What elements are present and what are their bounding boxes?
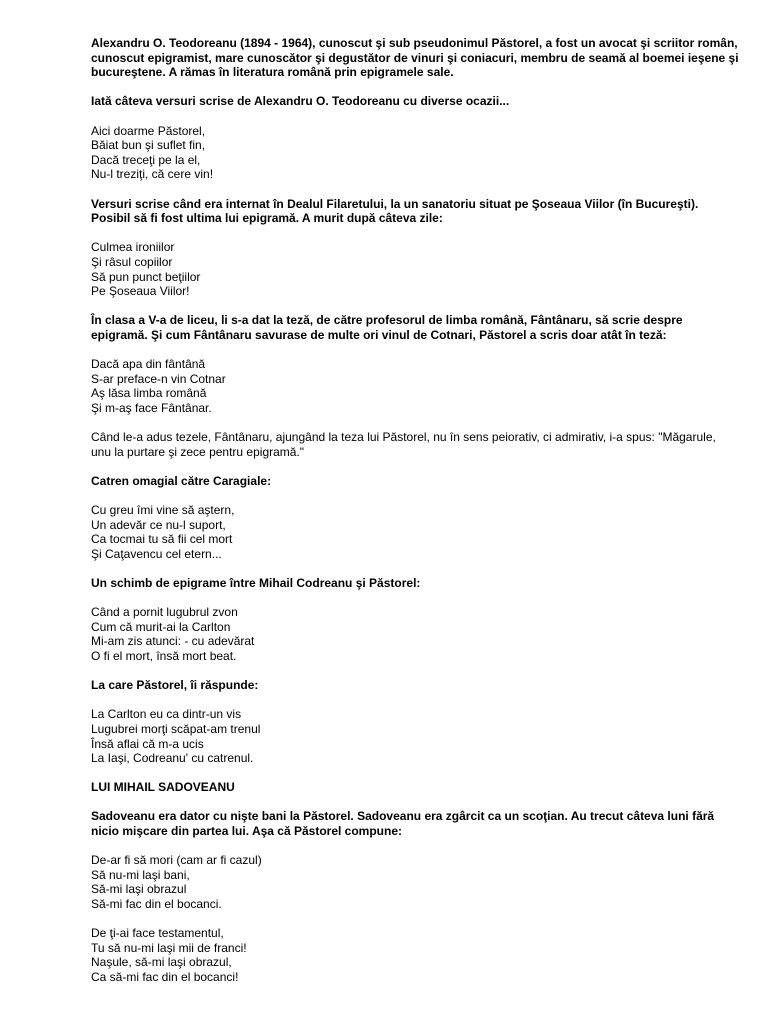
verse-line: De ţi-ai face testamentul,	[91, 926, 224, 941]
section-heading: Versuri scrise când era internat în Dealul Filaretului, la un sanatoriu situat pe Şoseaua Viilor (în Bucureşti). Posibil să fi fost ultima lui epigramă. A murit după câteva zile:	[91, 196, 699, 226]
verse-line: Un adevăr ce nu-l suport,	[91, 517, 226, 532]
epigram-verse	[91, 503, 739, 561]
verse-line: O fi el mort, însă mort beat.	[91, 648, 237, 663]
section-heading: Un schimb de epigrame între Mihail Codreanu şi Păstorel:	[91, 575, 421, 590]
anecdote-paragraph: Când le-a adus tezele, Fântânaru, ajungând la teza lui Păstorel, nu în sens peiorativ, ci admirativ, i-a spus: "Măgarule, unu la purtare şi zece pentru epigramă."	[91, 430, 716, 459]
verse-line: Aici doarme Păstorel,	[91, 123, 206, 138]
section-heading: Catren omagial către Caragiale:	[91, 473, 272, 488]
verse-line: Ca tocmai tu să fii cel mort	[91, 532, 233, 547]
verse-line: Când a pornit lugubrul zvon	[91, 605, 238, 620]
epigram-verse	[91, 853, 739, 911]
verse-line: Şi m-aş face Fântânar.	[91, 400, 212, 415]
verse-line: Să-mi fac din el bocanci.	[91, 897, 222, 912]
verse-line: Nu-l treziţi, că cere vin!	[91, 167, 214, 182]
epigram-verse	[91, 605, 739, 663]
verse-line: De-ar fi să mori (cam ar fi cazul)	[91, 853, 262, 868]
verse-line: Lugubrei morţi scăpat-am trenul	[91, 721, 261, 736]
verse-line: Ca să-mi fac din el bocanci!	[91, 970, 239, 984]
intro-paragraph: Alexandru O. Teodoreanu (1894 - 1964), cunoscut şi sub pseudonimul Păstorel, a fost un avocat şi scriitor român, cunoscut epigramist, mare cunoscător şi degustător de vinuri şi coniacuri, membru de seamă al boemei ieşene şi bucureştene. A rămas în literatura română prin epigramele sale.	[91, 36, 739, 80]
verse-line: Şi Caţavencu cel etern...	[91, 546, 222, 561]
verse-line: Să nu-mi laşi bani,	[91, 867, 190, 882]
verse-line: Mi-am zis atunci: - cu adevărat	[91, 634, 255, 649]
epigram-verse	[91, 707, 739, 765]
verse-line: La Iaşi, Codreanu' cu catrenul.	[91, 751, 254, 766]
verse-line: Dacă treceţi pe la el,	[91, 152, 201, 167]
verse-line: Culmea ironiilor	[91, 240, 175, 255]
document-page	[91, 36, 739, 985]
section-heading: În clasa a V-a de liceu, li s-a dat la teză, de către profesorul de limba română, Fântânaru, să scrie despre epigramă. Şi cum Fântânaru savurase de multe ori vinul de Cotnari, Păstorel a scris doar atât în teză:	[91, 313, 683, 342]
epigram-verse	[91, 357, 739, 415]
verse-line: Cum că murit-ai la Carlton	[91, 619, 231, 634]
verse-line: Să pun punct beţiilor	[91, 269, 201, 284]
section-heading: La care Păstorel, îi răspunde:	[91, 678, 259, 693]
verse-line: Însă aflai că m-a ucis	[91, 736, 204, 751]
verse-line: Aş lăsa limba română	[91, 386, 207, 401]
verse-line: Cu greu îmi vine să aştern,	[91, 503, 235, 517]
verse-line: La Carlton eu ca dintr-un vis	[91, 707, 242, 722]
epigram-verse	[91, 926, 739, 984]
verse-line: Tu să nu-mi laşi mii de franci!	[91, 940, 247, 955]
section-heading: Sadoveanu era dator cu nişte bani la Păstorel. Sadoveanu era zgârcit ca un scoţian. Au trecut câteva luni fără nicio mişcare din partea lui. Aşa că Păstorel compune:	[91, 809, 715, 839]
verse-line: Naşule, să-mi laşi obrazul,	[91, 955, 232, 970]
verse-line: S-ar preface-n vin Cotnar	[91, 371, 226, 386]
verse-line: Şi râsul copiilor	[91, 254, 173, 269]
epigram-verse	[91, 240, 739, 298]
verse-line: Băiat bun şi suflet fin,	[91, 138, 206, 153]
section-title: LUI MIHAIL SADOVEANU	[91, 780, 235, 795]
verse-line: Pe Şoseaua Viilor!	[91, 284, 190, 299]
verse-line: Să-mi laşi obrazul	[91, 882, 187, 897]
section-heading: Iată câteva versuri scrise de Alexandru O. Teodoreanu cu diverse ocazii...	[91, 94, 510, 109]
verse-line: Dacă apa din fântână	[91, 357, 206, 372]
epigram-verse	[91, 124, 739, 182]
